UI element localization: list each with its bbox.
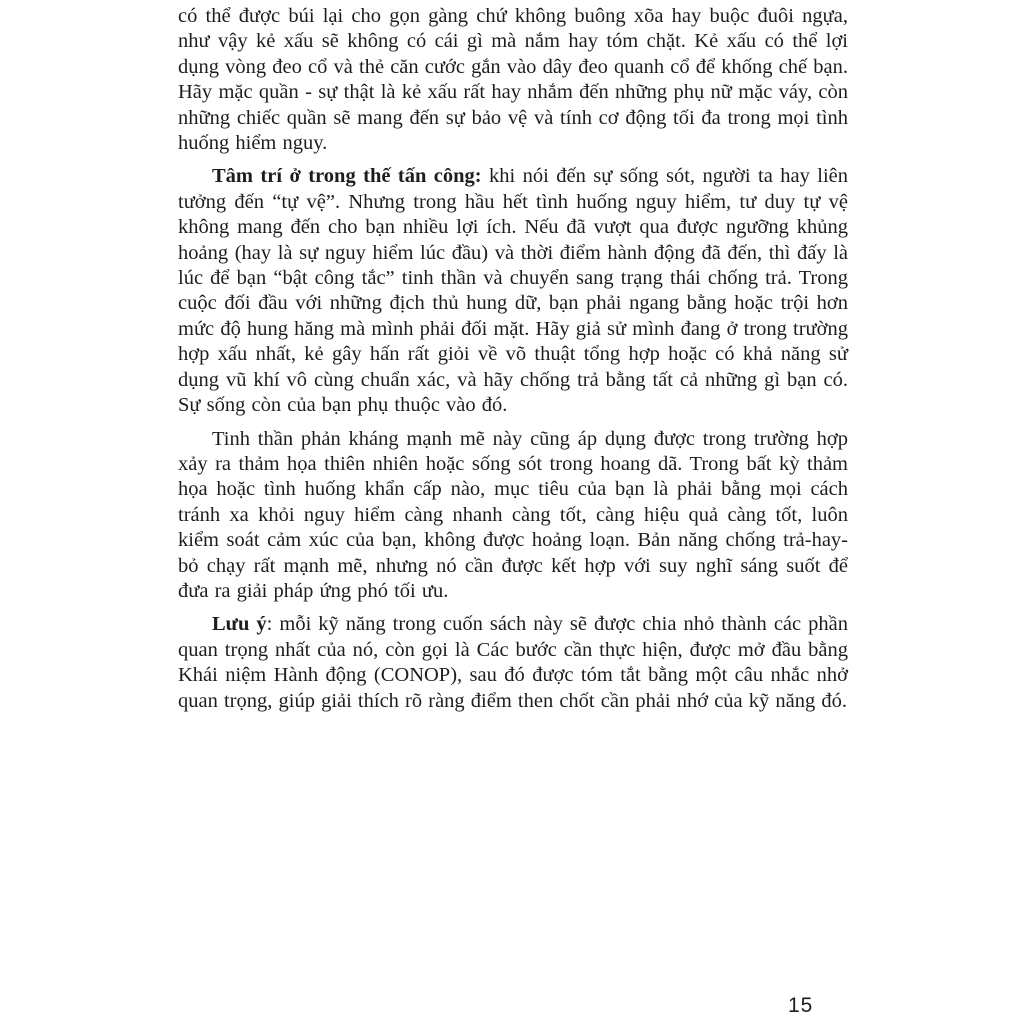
paragraph <box>178 164 848 418</box>
paragraph-body: có thể được búi lại cho gọn gàng chứ không buông xõa hay buộc đuôi ngựa, như vậy kẻ xấu sẽ không có cái gì mà nắm hay tóm chặt. Kẻ xấu có thể lợi dụng vòng đeo cổ và thẻ căn cước gắn vào dây đeo quanh cổ để khống chế bạn. Hãy mặc quần - sự thật là kẻ xấu rất hay nhắm đến những phụ nữ mặc váy, còn những chiếc quần sẽ mang đến sự bảo vệ và tính cơ động tối đa trong mọi tình huống hiểm nguy. <box>178 5 848 155</box>
paragraph-body: : mỗi kỹ năng trong cuốn sách này sẽ được chia nhỏ thành các phần quan trọng nhất của nó, còn gọi là Các bước cần thực hiện, được mở đầu bằng Khái niệm Hành động (CONOP), sau đó được tóm tắt bằng một câu nhắc nhở quan trọng, giúp giải thích rõ ràng điểm then chốt cần phải nhớ của kỹ năng đó. <box>178 613 848 712</box>
paragraph-lead: Lưu ý <box>212 613 267 636</box>
paragraph-body: khi nói đến sự sống sót, người ta hay liên tưởng đến “tự vệ”. Nhưng trong hầu hết tình huống nguy hiểm, tư duy tự vệ không mang đến cho bạn nhiều lợi ích. Nếu đã vượt qua được ngưỡng khủng hoảng (hay là sự nguy hiểm lúc đầu) và thời điểm hành động đã đến, thì đấy là lúc để bạn “bật công tắc” tinh thần và chuyển sang trạng thái chống trả. Trong cuộc đối đầu với những địch thủ hung dữ, bạn phải ngang bằng hoặc trội hơn mức độ hung hăng mà mình phải đối mặt. Hãy giả sử mình đang ở trong trường hợp xấu nhất, kẻ gây hấn rất giỏi về võ thuật tổng hợp hoặc có khả năng sử dụng vũ khí vô cùng chuẩn xác, và hãy chống trả bằng tất cả những gì bạn có. Sự sống còn của bạn phụ thuộc vào đó. <box>178 165 848 417</box>
paragraph <box>178 612 848 714</box>
paragraph <box>178 427 848 605</box>
page-number: 15 <box>788 994 814 1017</box>
paragraph <box>178 4 848 156</box>
paragraph-body: Tinh thần phản kháng mạnh mẽ này cũng áp dụng được trong trường hợp xảy ra thảm họa thiên nhiên hoặc sống sót trong hoang dã. Trong bất kỳ thảm họa hoặc tình huống khẩn cấp nào, mục tiêu của bạn là phải bằng mọi cách tránh xa khỏi nguy hiểm càng nhanh càng tốt, càng hiệu quả càng tốt, luôn kiểm soát cảm xúc của bạn, không được hoảng loạn. Bản năng chống trả-hay-bỏ chạy rất mạnh mẽ, nhưng nó cần được kết hợp với suy nghĩ sáng suốt để đưa ra giải pháp ứng phó tối ưu. <box>178 427 848 602</box>
text-block <box>178 4 848 722</box>
paragraph-lead: Tâm trí ở trong thế tấn công: <box>212 165 482 188</box>
